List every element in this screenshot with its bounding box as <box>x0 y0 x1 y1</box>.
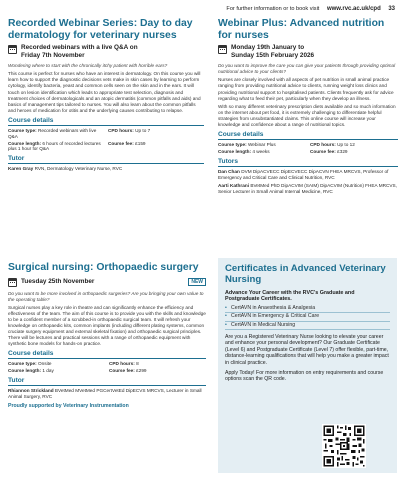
surgical-title: Surgical nursing: Orthopaedic surgery <box>8 262 199 273</box>
advanced-body-2: With so many different veterinary prescription diets available and so much information on the internet about pet food, it is extremely challenging to differentiate helpful strategies from unsubstantiated claims. This online course will increase your knowledge and confidence about a range of nutritional topics. <box>218 103 396 128</box>
certificates-para-1: Are you a Registered Veterinary Nurse looking to elevate your career and enhance your personal development? Our Graduate Certificate (Level 6) and Postgraduate Certificate (Level 7) offer flexible, part-time, distance-learning qualifications that will help you make a greater impact in clinical practice. <box>225 334 389 366</box>
tutor-desc: BVetMed PhD DipACVIM (SAIM) DipACVIM (Nutrition) FHEA MRCVS, Senior Lecturer in Small Animal Internal Medicine, RVC <box>218 182 397 194</box>
cpd-label: CPD hours: <box>108 127 134 133</box>
length-label: Course length: <box>8 368 42 374</box>
course-type-value: Onsite <box>37 361 52 367</box>
advanced-date-line2: Sunday 15th February 2026 <box>231 51 315 59</box>
recorded-details <box>8 128 204 152</box>
qr-code-icon <box>322 424 366 468</box>
recorded-date-line2: Friday 7th November <box>21 51 85 59</box>
recorded-date <box>8 44 204 59</box>
surgical-details <box>8 361 206 374</box>
sponsor-line: Proudly supported by Veterinary Instrumentation <box>8 402 129 409</box>
length-value: 1 day <box>42 368 54 374</box>
tutor-name: Aarti Kathrani <box>218 182 249 188</box>
fee-value: £159 <box>135 140 146 146</box>
fee-label: Course fee: <box>310 148 336 154</box>
certificates-intro: Advance Your Career with the RVC's Graduate and Postgraduate Certificates. <box>225 289 355 303</box>
tutor-name: Rhiannon Strickland <box>8 387 54 393</box>
recorded-date-line1: Recorded webinars with a live Q&A on <box>21 44 138 51</box>
course-type-value: Recorded webinars with live Q&A <box>8 127 97 139</box>
length-label: Course length: <box>218 148 252 154</box>
recorded-tutor <box>8 166 204 172</box>
surgical-date <box>8 277 206 287</box>
cpd-label: CPD hours: <box>310 142 336 148</box>
recorded-details-heading: Course details <box>8 117 204 126</box>
cpd-value: Up to 7 <box>135 127 151 133</box>
calendar-icon <box>8 45 17 54</box>
recorded-title: Recorded Webinar Series: Day to day dermatology for veterinary nurses <box>8 18 193 41</box>
tutor-name: Karen Gray <box>8 166 34 172</box>
surgical-tutor-heading: Tutor <box>8 377 206 386</box>
certificates-list <box>225 305 390 330</box>
recorded-tutor-heading: Tutor <box>8 155 204 164</box>
surgical-details-heading: Course details <box>8 350 206 359</box>
calendar-icon <box>218 45 227 54</box>
advanced-tutors-heading: Tutors <box>218 158 398 167</box>
length-value: 6 hours of recorded lectures plus 1 hour for Q&A <box>8 140 101 152</box>
advanced-details-heading: Course details <box>218 131 398 140</box>
advanced-nutrition-section <box>218 18 398 195</box>
advanced-title: Webinar Plus: Advanced nutrition for nurses <box>218 18 385 41</box>
course-type-label: Course type: <box>218 142 247 148</box>
advanced-details <box>218 142 398 155</box>
length-value: 4 weeks <box>252 148 270 154</box>
advanced-tutor-2 <box>218 183 398 195</box>
fee-value: £299 <box>136 368 147 374</box>
tutor-desc: RVN, Dermatology Veterinary Nurse, RVC <box>34 166 123 172</box>
fee-value: £329 <box>337 148 348 154</box>
tutor-desc: DVM DipACVECC DipECVECC DipACVN FHEA MRCVS, Professor of Emergency and Critical Care and Clinical Nutrition, RVC <box>218 168 389 180</box>
recorded-webinar-section <box>8 18 204 172</box>
course-type-label: Course type: <box>8 361 37 367</box>
advanced-date <box>218 44 398 59</box>
list-item: • CertAVN in Anaesthesia & Analgesia <box>225 305 390 313</box>
page-number: 33 <box>388 6 395 12</box>
tutor-desc: BVetMed MVetMed PGCertVetEd DipECVS MRCVS, Lecturer in Small Animal Surgery, RVC <box>8 387 202 399</box>
calendar-icon <box>8 278 17 287</box>
advanced-date-line1: Monday 19th January to <box>231 44 305 51</box>
cpd-value: 8 <box>136 361 139 367</box>
tutor-name: Dan Chan <box>218 168 240 174</box>
course-type-label: Course type: <box>8 127 37 133</box>
surgical-tutor <box>8 388 206 400</box>
fee-label: Course fee: <box>109 368 135 374</box>
advanced-tutor-1 <box>218 169 398 181</box>
surgical-body: Surgical nurses play a key role in theatre and can significantly enhance the efficiency and effectiveness of the team. The aim of this course is to provide you with the skills and knowledge to be a confident member of a scrubbed-in orthopaedic surgical team. It will refresh your knowledge on orthopaedic kits, common implants (including different plating systems, common cruciate surgery equipment and external skeletal fixation) and orthopaedic surgical principles. There will be lectures and practical sessions with a range of orthopaedic equipment with synthetic bone models for hands-on practice. <box>8 304 206 347</box>
certificates-box <box>218 258 397 473</box>
surgical-nursing-section <box>8 262 206 409</box>
surgical-lead: Do you want to be more involved in orthopaedic surgeries? Are you bringing your own value to the operating table? <box>8 290 204 302</box>
recorded-body: This course is perfect for nurses who have an interest in dermatology. On this course you will learn how to support the diagnostic decisions vets make in skin cases by learning to perform cytology, identify bacteria, yeast and common cells seen on the skin and in the ears. It will touch on lesion identification which leads to appropriate test selection, diagnosis and treatment choices of dermatologicals and an atopic dermatitis (common pitfalls and aids) and basics of management tips tailored to nurses. You will also learn about the common pitfalls and heroes of medication for otitis and the underlying causes contributing to relapse. <box>8 71 201 113</box>
list-item: • CertAVN in Medical Nursing <box>225 322 390 330</box>
page-header <box>226 6 395 12</box>
recorded-lead: Wondering where to start with the chronically itchy patient with horrible ears? <box>8 63 168 69</box>
qr-code[interactable] <box>322 424 366 468</box>
length-label: Course length: <box>8 140 42 146</box>
course-type-value: Webinar Plus <box>247 142 276 148</box>
header-text: For further information or to book visit <box>226 6 320 12</box>
list-item: • CertAVN in Emergency & Critical Care <box>225 313 390 321</box>
cpd-label: CPD hours: <box>109 361 135 367</box>
header-url[interactable]: www.rvc.ac.uk/cpd <box>326 6 381 12</box>
advanced-body-1: Nurses are closely involved with all aspects of pet nutrition in small animal practice ranging from providing nutritional advice to clients, running weight loss clinics and providing nutritional support to hospitalised patients. Clients frequently ask for advice regarding what to feed their pet, particularly when they develop an illness. <box>218 77 394 101</box>
new-badge: NEW <box>188 278 206 286</box>
cpd-value: Up to 12 <box>337 142 355 148</box>
fee-label: Course fee: <box>108 140 134 146</box>
surgical-date-text: Tuesday 25th November <box>21 277 95 285</box>
certificates-para-2: Apply Today! For more information on entry requirements and course options scan the QR code. <box>225 370 384 383</box>
advanced-lead: Do you want to improve the care you can give your patients through providing optimal nutritional advice to your clients? <box>218 63 396 75</box>
certificates-title: Certificates in Advanced Veterinary Nursing <box>225 263 386 285</box>
